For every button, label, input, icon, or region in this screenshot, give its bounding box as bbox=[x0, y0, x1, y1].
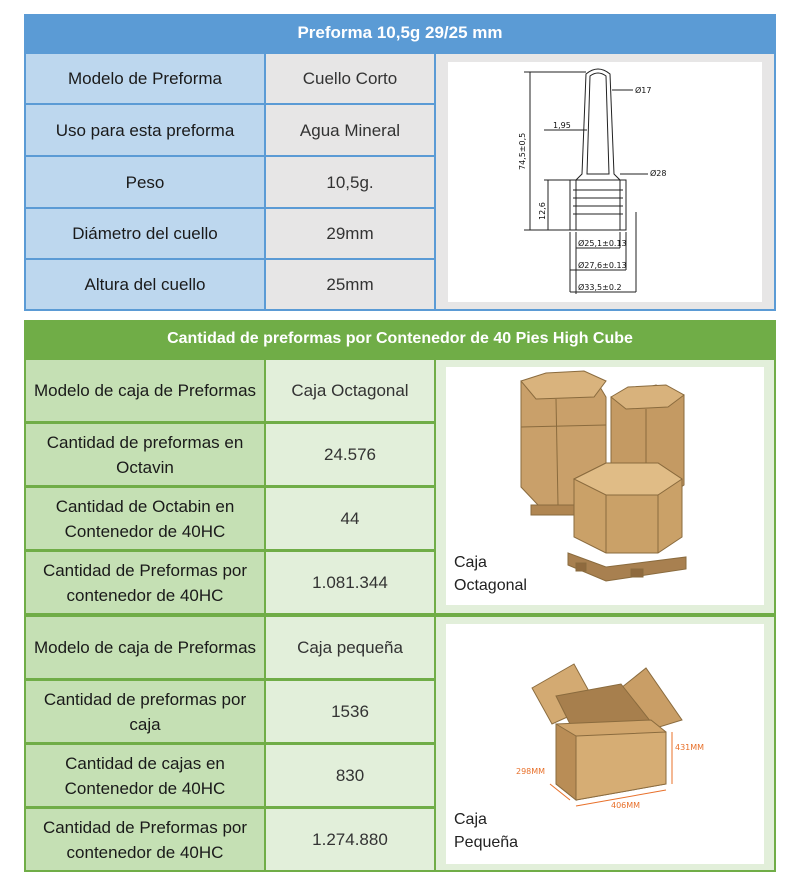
preform-drawing bbox=[448, 62, 762, 302]
octagonal-value: 1.081.344 bbox=[266, 552, 434, 613]
preform-drawing-frame bbox=[436, 54, 774, 309]
spec-row bbox=[26, 209, 434, 258]
spec-value: Cuello Corto bbox=[266, 54, 434, 103]
small-box-caption-line2: Pequeña bbox=[454, 834, 519, 851]
dim-neck-height-text: 12,6 bbox=[538, 202, 547, 220]
spec-row bbox=[26, 157, 434, 207]
box-depth-dim: 298MM bbox=[516, 767, 546, 776]
preform-spec-title: Preforma 10,5g 29/25 mm bbox=[297, 23, 503, 42]
spec-row bbox=[26, 260, 434, 309]
octagonal-image-frame bbox=[436, 360, 774, 613]
small-box-value: Caja pequeña bbox=[266, 617, 434, 678]
spec-value: 10,5g. bbox=[266, 157, 434, 207]
octabin-illustration bbox=[446, 367, 764, 605]
dim-inner-text: Ø25,1±0.13 bbox=[578, 239, 627, 248]
spec-value: Agua Mineral bbox=[266, 105, 434, 155]
spec-value: 29mm bbox=[266, 209, 434, 258]
octagonal-caption-line2: Octagonal bbox=[454, 577, 527, 594]
small-box-value: 1536 bbox=[266, 681, 434, 742]
spec-label: Peso bbox=[26, 157, 264, 207]
spec-label: Uso para esta preforma bbox=[26, 105, 264, 155]
small-box-label: Modelo de caja de Preformas bbox=[26, 617, 264, 678]
small-box-value: 1.274.880 bbox=[266, 809, 434, 870]
small-box-value: 830 bbox=[266, 745, 434, 806]
small-box-image bbox=[446, 624, 764, 864]
preform-technical-drawing bbox=[448, 62, 762, 302]
small-box-image-frame bbox=[436, 617, 774, 870]
octagonal-label: Cantidad de Preformas por contenedor de 40HC bbox=[26, 552, 264, 613]
small-box-row bbox=[26, 745, 434, 806]
small-box-row bbox=[26, 617, 434, 678]
container-quantity-panel bbox=[24, 320, 776, 872]
box-height-dim: 431MM bbox=[675, 743, 705, 752]
spec-row bbox=[26, 54, 434, 103]
small-box-caption-line1: Caja bbox=[454, 811, 487, 828]
octagonal-row bbox=[26, 488, 434, 549]
octagonal-label: Cantidad de Octabin en Contenedor de 40HC bbox=[26, 488, 264, 549]
spec-label: Altura del cuello bbox=[26, 260, 264, 309]
dim-top-text: Ø17 bbox=[635, 86, 652, 95]
dim-length-text: 74,5±0,5 bbox=[518, 132, 527, 170]
box-width-dim: 406MM bbox=[611, 801, 641, 810]
octagonal-label: Cantidad de preformas en Octavin bbox=[26, 424, 264, 485]
spec-label: Modelo de Preforma bbox=[26, 54, 264, 103]
small-box-row bbox=[26, 681, 434, 742]
octagonal-value: 44 bbox=[266, 488, 434, 549]
dim-neck-text: Ø28 bbox=[650, 169, 667, 178]
dim-wall-text: 1,95 bbox=[553, 121, 571, 130]
octagonal-row bbox=[26, 424, 434, 485]
octagonal-label: Modelo de caja de Preformas bbox=[26, 360, 264, 421]
octagonal-box-image bbox=[446, 367, 764, 605]
octagonal-row bbox=[26, 360, 434, 421]
octagonal-row bbox=[26, 552, 434, 613]
octagonal-value: Caja Octagonal bbox=[266, 360, 434, 421]
octagonal-caption-line1: Caja bbox=[454, 554, 487, 571]
octagonal-value: 24.576 bbox=[266, 424, 434, 485]
small-box-label: Cantidad de Preformas por contenedor de 40HC bbox=[26, 809, 264, 870]
dim-outer-text: Ø33,5±0.2 bbox=[578, 283, 622, 292]
dim-mid-text: Ø27,6±0.13 bbox=[578, 261, 627, 270]
spec-row bbox=[26, 105, 434, 155]
small-box-row bbox=[26, 809, 434, 870]
container-quantity-title: Cantidad de preformas por Contenedor de 40 Pies High Cube bbox=[167, 330, 633, 347]
small-box-label: Cantidad de preformas por caja bbox=[26, 681, 264, 742]
preform-spec-panel bbox=[24, 14, 776, 311]
spec-label: Diámetro del cuello bbox=[26, 209, 264, 258]
spec-value: 25mm bbox=[266, 260, 434, 309]
cardboard-box-illustration bbox=[446, 624, 764, 824]
small-box-label: Cantidad de cajas en Contenedor de 40HC bbox=[26, 745, 264, 806]
